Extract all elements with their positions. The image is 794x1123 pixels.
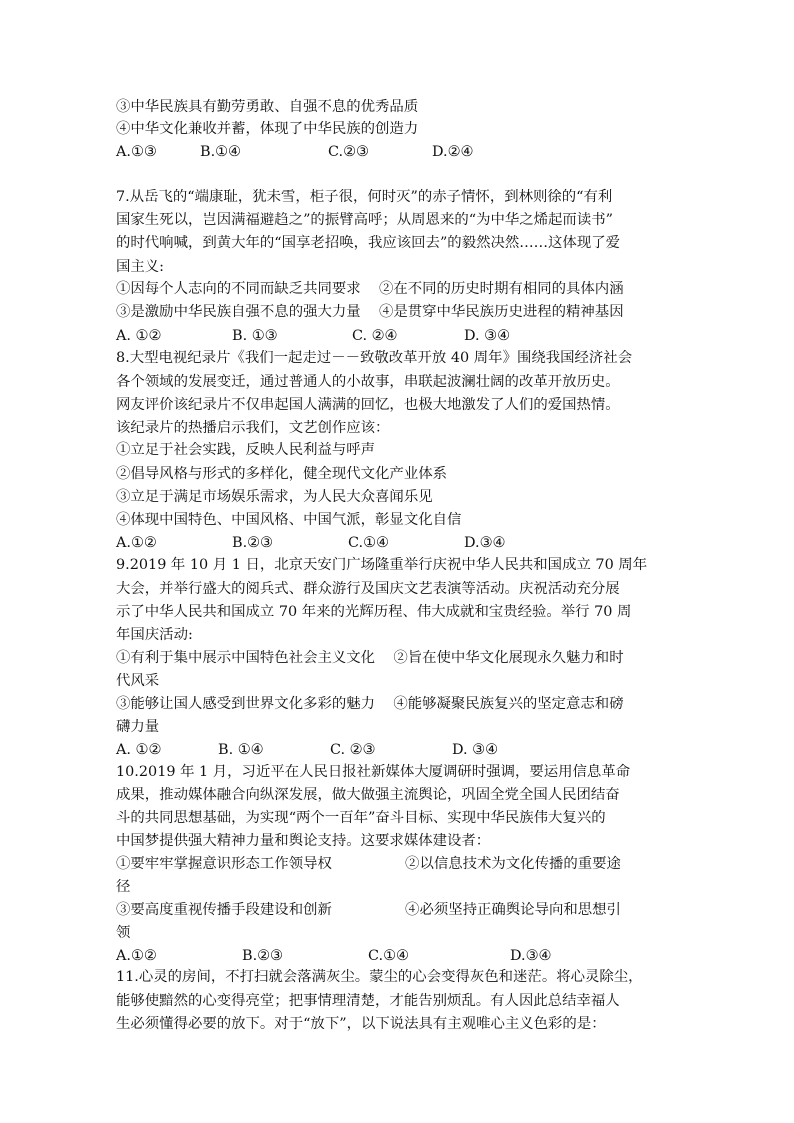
q7-line-3: 的时代响喊，到黄大年的“国享老招唤，我应该回去”的毅然决然……这体现了爱 (116, 235, 620, 251)
q9-option-b: B. ①④ (218, 742, 264, 758)
q9-line-2: 大会，并举行盛大的阅兵式、群众游行及国庆文艺表演等活动。庆祝活动充分展 (116, 581, 620, 597)
q6-option-b: B.①④ (200, 144, 241, 160)
q9-line-4: 年国庆活动: (116, 627, 193, 643)
q8-line-8: ④体现中国特色、中国风格、中国气派，彰显文化自信 (116, 512, 462, 528)
q10-line-1: 10.2019 年 1 月，习近平在人民日报社新媒体大厦调研时强调，要运用信息革命 (116, 764, 631, 780)
q6-statement-3: ③中华民族具有勤劳勇敢、自强不息的优秀品质 (116, 99, 419, 115)
q10-line-8: 领 (116, 925, 131, 941)
q10-option-c: C.①④ (368, 948, 409, 964)
q10-option-a: A.①② (116, 948, 157, 964)
q11-line-1: 11.心灵的房间，不打扫就会落满灰尘。蒙尘的心会变得灰色和迷茫。将心灵除尘， (116, 969, 643, 985)
q7-option-b: B. ①③ (232, 328, 278, 344)
q9-option-c: C. ②③ (330, 742, 376, 758)
q8-line-3: 网友评价该纪录片不仅串起国人满满的回忆，也极大地激发了人们的爱国热情。 (116, 397, 620, 413)
q8-line-2: 各个领域的发展变迁，通过普通人的小故事，串联起波澜壮阔的改革开放历史。 (116, 374, 620, 390)
q7-option-a: A. ①② (116, 328, 162, 344)
q9-line-5: ①有利于集中展示中国特色社会主义文化 ②旨在使中华文化展现永久魅力和时 (116, 650, 624, 666)
q8-option-b: B.②③ (232, 535, 273, 551)
q11-line-3: 生必须懂得必要的放下。对于“放下”，以下说法具有主观唯心主义色彩的是： (116, 1016, 606, 1032)
q8-line-4: 该纪录片的热播启示我们，文艺创作应该： (116, 420, 390, 436)
q7-line-1: 7.从岳飞的“端康耻，犹未雪，柜子很，何时灭”的赤子情怀，到林则徐的“有利 (116, 189, 613, 205)
q10-line-2: 成果，推动媒体融合向纵深发展，做大做强主流舆论，巩固全党全国人民团结奋 (116, 787, 620, 803)
q9-line-6: 代风采 (116, 673, 160, 689)
q10-line-6: 径 (116, 879, 131, 895)
q10-line-3: 斗的共同思想基础，为实现“两个一百年”奋斗目标、实现中华民族伟大复兴的 (116, 810, 606, 826)
q7-line-5: ①因每个人志向的不同而缺乏共同要求 ②在不同的历史时期有相同的具体内涵 (116, 281, 624, 297)
q9-line-7: ③能够让国人感受到世界文化多彩的魅力 ④能够凝聚民族复兴的坚定意志和磅 (116, 696, 624, 712)
q7-option-c: C. ②④ (352, 328, 398, 344)
q7-option-d: D. ③④ (464, 328, 510, 344)
q7-line-2: 国家生死以，岂因满福避趋之”的振臂高呼；从周恩来的“为中华之烯起而读书” (116, 212, 613, 228)
q7-line-6: ③是激励中华民族自强不息的强大力量 ④是贯穿中华民族历史进程的精神基因 (116, 304, 624, 320)
q6-option-d: D.②④ (432, 144, 474, 160)
q6-option-c: C.②③ (328, 144, 369, 160)
q11-line-2: 能够使黯然的心变得亮堂；把事情理清楚，才能告别烦乱。有人因此总结幸福人 (116, 993, 620, 1009)
q10-line-7: ③要高度重视传播手段建设和创新 ④必须坚持正确舆论导向和思想引 (116, 902, 621, 918)
q7-line-4: 国主义: (116, 259, 165, 275)
q8-line-1: 8.大型电视纪录片《我们一起走过－－致敬改革开放 40 周年》围绕我国经济社会 (116, 350, 633, 366)
q8-line-5: ①立足于社会实践，反映人民利益与呼声 (116, 442, 376, 458)
q10-option-b: B.②③ (242, 948, 283, 964)
q6-option-a: A.①③ (116, 144, 157, 160)
q10-option-d: D.③④ (510, 948, 552, 964)
q10-line-5: ①要牢牢掌握意识形态工作领导权 ②以信息技术为文化传播的重要途 (116, 856, 621, 872)
q6-statement-4: ④中华文化兼收并蓄，体现了中华民族的创造力 (116, 121, 419, 137)
q9-line-3: 示了中华人民共和国成立 70 年来的光辉历程、伟大成就和宝贵经验。举行 70 周 (116, 604, 632, 620)
q8-line-7: ③立足于满足市场娱乐需求，为人民大众喜闻乐见 (116, 489, 433, 505)
q8-option-a: A.①② (116, 535, 157, 551)
q9-option-a: A. ①② (116, 742, 162, 758)
q8-line-6: ②倡导风格与形式的多样化，健全现代文化产业体系 (116, 466, 447, 482)
q9-line-8: 礴力量 (116, 719, 160, 735)
q8-option-c: C.①④ (348, 535, 389, 551)
q8-option-d: D.③④ (464, 535, 506, 551)
q10-line-4: 中国梦提供强大精神力量和舆论支持。这要求媒体建设者： (116, 833, 491, 849)
q9-line-1: 9.2019 年 10 月 1 日，北京天安门广场隆重举行庆祝中华人民共和国成立 70 周年 (116, 557, 648, 573)
q9-option-d: D. ③④ (452, 742, 498, 758)
